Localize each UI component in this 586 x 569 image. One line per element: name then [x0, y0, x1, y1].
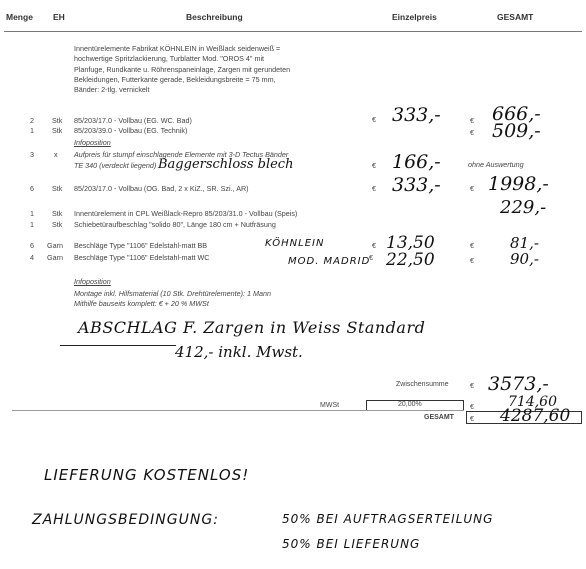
summary-divider — [12, 410, 464, 411]
row-total-hand: 509,- — [492, 120, 541, 142]
currency-symbol: € — [470, 402, 474, 411]
mwst-label: MWSt — [320, 402, 340, 409]
row-unit: Stk — [52, 209, 63, 218]
intro-line: Bekleidungen, Futterkante gerade, Bekleidungsbreite = 75 mm, — [74, 74, 276, 84]
currency-symbol: € — [470, 381, 474, 390]
row-desc: Schiebetüraufbeschlag "solido 80", Länge 180 cm + Nutfräsung — [74, 220, 276, 229]
intro-line: Planfuge, Rundkante u. Röhrenspaneinlage, Zargen mit gerundeten — [74, 64, 291, 74]
row-unit: Stk — [52, 126, 63, 135]
infoposition-label: Infoposition — [74, 277, 111, 286]
handwritten-lieferung: LIEFERUNG KOSTENLOS! — [44, 466, 250, 484]
row-price-hand: 333,- — [392, 104, 441, 126]
handwritten-model: MOD. MADRID — [288, 256, 371, 267]
zwischensumme-label: Zwischensumme — [396, 381, 449, 388]
row-total-hand: 81,- — [510, 234, 539, 252]
row-qty: 1 — [30, 126, 34, 135]
currency-symbol: € — [372, 161, 376, 170]
row-desc: Beschläge Type "1106" Edelstahl-matt BB — [74, 241, 208, 250]
intro-line: Innentürelemente Fabrikat KÖHNLEIN in Weißlack seidenweiß = — [74, 44, 281, 53]
intro-line: hochwertige Spritzlackierung, Turblatter Mod. "OROS 4" mit — [74, 54, 265, 64]
currency-symbol: € — [470, 184, 474, 193]
row-qty: 1 — [30, 209, 34, 218]
header-beschreibung: Beschreibung — [186, 12, 243, 22]
row-desc-continued: TE 340 (verdeckt liegend) — [74, 161, 157, 170]
row-total-hand: 666,- — [492, 103, 541, 125]
row-desc: Innentürelement in CPL Weißlack-Repro 85/203/31.0 - Vollbau (Speis) — [74, 209, 298, 218]
row-price-hand: 166,- — [392, 151, 441, 173]
row-qty: 6 — [30, 241, 34, 250]
gesamt-label: GESAMT — [424, 414, 454, 421]
row-desc: Aufpreis für stumpf einschlagende Elemente mit 3-D Tectus Bänder — [74, 150, 289, 159]
row-desc: 85/203/17.0 - Vollbau (OG. Bad, 2 x KiZ., SR. Szi., AR) — [74, 184, 249, 193]
currency-symbol: € — [372, 115, 376, 124]
mwst-value: 714,60 — [508, 394, 557, 410]
header-gesamt: GESAMT — [497, 12, 534, 22]
header-menge: Menge — [6, 12, 33, 22]
row-total-hand: 90,- — [510, 250, 539, 268]
row-unit: Stk — [52, 184, 63, 193]
info-line: Mithilfe bauseits komplett: € + 20 % MWSt — [74, 299, 209, 308]
infoposition-label: Infoposition — [74, 138, 111, 147]
row-desc: 85/203/17.0 - Vollbau (EG. WC. Bad) — [74, 116, 192, 125]
row-unit: Stk — [52, 220, 63, 229]
currency-symbol: € — [470, 116, 474, 125]
zwischensumme-value: 3573,- — [488, 373, 549, 395]
intro-description — [74, 44, 290, 95]
row-qty: 2 — [30, 116, 34, 125]
abschlag-underline — [60, 345, 176, 346]
row-unit: Stk — [52, 116, 63, 125]
row-qty: 1 — [30, 220, 34, 229]
header-einzelpreis: Einzelpreis — [392, 12, 437, 22]
row-desc: Beschläge Type "1106" Edelstahl-matt WC — [74, 253, 210, 262]
currency-symbol: € — [470, 241, 474, 250]
handwritten-zahlung-label: ZAHLUNGSBEDINGUNG: — [32, 512, 219, 528]
row-unit: Garn — [47, 253, 63, 262]
handwritten-brand: KÖHNLEIN — [265, 238, 325, 249]
row-price-hand: 333,- — [392, 174, 441, 196]
row-unit: Garn — [47, 241, 63, 250]
info-line: Montage inkl. Hilfsmaterial (10 Stk. Drehtürelemente): 1 Mann — [74, 289, 271, 298]
currency-symbol: € — [372, 184, 376, 193]
header-eh: EH — [53, 12, 65, 22]
row-price-hand: 13,50 — [386, 233, 435, 253]
row-qty: 6 — [30, 184, 34, 193]
row-desc: 85/203/39.0 - Vollbau (EG. Technik) — [74, 126, 188, 135]
mwst-rate: 20,00% — [398, 401, 422, 408]
header-divider — [4, 31, 582, 32]
currency-symbol: € — [470, 414, 474, 423]
handwritten-note: Baggerschloss blech — [158, 157, 294, 172]
row-total-hand: 1998,- — [488, 173, 549, 195]
currency-symbol: € — [372, 241, 376, 250]
currency-symbol: € — [470, 128, 474, 137]
handwritten-abschlag-amount: 412,- inkl. Mwst. — [175, 343, 303, 361]
gesamt-value: 4287,60 — [500, 406, 571, 426]
currency-symbol: € — [470, 256, 474, 265]
row-total-note: ohne Auswertung — [468, 160, 524, 169]
row-qty: 4 — [30, 253, 34, 262]
row-price-hand: 22,50 — [386, 250, 435, 270]
row-qty: 3 — [30, 150, 34, 159]
handwritten-abschlag: ABSCHLAG F. Zargen in Weiss Standard — [78, 318, 426, 337]
handwritten-zahlung-line2: 50% BEI LIEFERUNG — [282, 537, 421, 551]
intro-line: Bänder: 2-tlg. vernickelt — [74, 85, 150, 95]
currency-symbol: € — [369, 253, 373, 262]
handwritten-zahlung-line1: 50% BEI AUFTRAGSERTEILUNG — [282, 512, 494, 526]
row-unit: x — [54, 150, 58, 159]
row-total-hand: 229,- — [500, 197, 547, 218]
